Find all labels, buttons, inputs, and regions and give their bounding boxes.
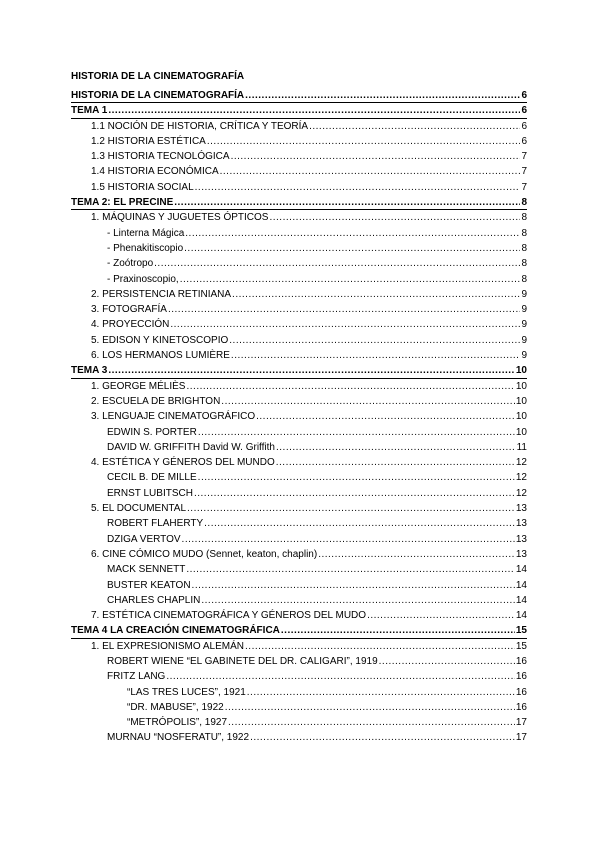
toc-entry[interactable]	[71, 134, 527, 149]
dot-leader	[231, 149, 521, 164]
toc-entry[interactable]	[71, 501, 527, 516]
toc-entry[interactable]	[71, 440, 527, 455]
toc-entry[interactable]	[71, 547, 527, 562]
toc-section-entry[interactable]	[71, 103, 527, 118]
toc-section-entry[interactable]	[71, 88, 527, 103]
dot-leader	[201, 593, 515, 608]
toc-entry-page-number: 14	[515, 564, 527, 576]
dot-leader	[221, 394, 515, 409]
dot-leader	[269, 210, 520, 225]
toc-entry-page-number: 16	[515, 701, 527, 713]
toc-entry-label: DZIGA VERTOV	[107, 533, 181, 545]
toc-entry[interactable]	[71, 180, 527, 195]
toc-entry-page-number: 14	[515, 594, 527, 606]
toc-entry-label: “LAS TRES LUCES”, 1921	[127, 686, 246, 698]
toc-entry-label: 1.2 HISTORIA ESTÉTICA	[91, 135, 206, 147]
toc-entry-label: 5. EL DOCUMENTAL	[91, 503, 187, 515]
toc-entry-label: BUSTER KEATON	[107, 579, 191, 591]
toc-entry-label: “DR. MABUSE”, 1922	[127, 701, 224, 713]
toc-entry[interactable]	[71, 379, 527, 394]
toc-entry[interactable]	[71, 700, 527, 715]
toc-entry-page-number: 8	[521, 197, 527, 209]
toc-entry-label: MACK SENNETT	[107, 564, 186, 576]
dot-leader	[198, 470, 515, 485]
toc-entry[interactable]	[71, 685, 527, 700]
dot-leader	[228, 715, 515, 730]
dot-leader	[194, 486, 515, 501]
toc-entry-page-number: 10	[515, 411, 527, 423]
toc-entry-page-number: 8	[521, 227, 527, 239]
toc-entry[interactable]	[71, 333, 527, 348]
dot-leader	[192, 578, 515, 593]
toc-entry[interactable]	[71, 226, 527, 241]
toc-entry-label: MURNAU “NOSFERATU”, 1922	[107, 732, 250, 744]
toc-entry-page-number: 6	[521, 135, 527, 147]
dot-leader	[186, 379, 514, 394]
dot-leader	[180, 272, 521, 287]
dot-leader	[379, 654, 515, 669]
toc-entry[interactable]	[71, 593, 527, 608]
toc-entry[interactable]	[71, 210, 527, 225]
toc-entry[interactable]	[71, 119, 527, 134]
toc-entry-label: TEMA 4 LA CREACIÓN CINEMATOGRÁFICA	[71, 625, 280, 637]
toc-entry-page-number: 10	[515, 380, 527, 392]
dot-leader	[247, 685, 515, 700]
toc-entry-page-number: 13	[515, 533, 527, 545]
toc-entry[interactable]	[71, 394, 527, 409]
dot-leader	[309, 119, 520, 134]
table-of-contents	[71, 88, 527, 746]
toc-entry[interactable]	[71, 516, 527, 531]
toc-entry-label: TEMA 1	[71, 105, 108, 117]
toc-entry[interactable]	[71, 562, 527, 577]
toc-entry-label: 5. EDISON Y KINETOSCOPIO	[91, 334, 229, 346]
toc-entry-label: CECIL B. DE MILLE	[107, 472, 197, 484]
toc-entry[interactable]	[71, 272, 527, 287]
toc-entry-label: 3. LENGUAJE CINEMATOGRÁFICO	[91, 411, 256, 423]
toc-entry[interactable]	[71, 317, 527, 332]
toc-entry-label: TEMA 2: EL PRECINE	[71, 197, 174, 209]
toc-entry-page-number: 10	[515, 395, 527, 407]
dot-leader	[186, 562, 515, 577]
toc-entry-page-number: 10	[515, 426, 527, 438]
toc-entry-label: 1. MÁQUINAS Y JUGUETES ÓPTICOS	[91, 212, 269, 224]
toc-entry-page-number: 7	[521, 166, 527, 178]
toc-entry-label: DAVID W. GRIFFITH David W. Griffith	[107, 441, 275, 453]
dot-leader	[276, 455, 515, 470]
toc-entry-page-number: 9	[521, 304, 527, 316]
toc-entry-label: TEMA 3	[71, 365, 108, 377]
toc-entry[interactable]	[71, 486, 527, 501]
dot-leader	[245, 88, 520, 103]
toc-entry-page-number: 17	[515, 717, 527, 729]
toc-entry[interactable]	[71, 470, 527, 485]
toc-entry-page-number: 8	[521, 273, 527, 285]
toc-entry-label: - Praxinoscopio,	[107, 273, 179, 285]
dot-leader	[170, 317, 520, 332]
toc-entry-label: - Zoótropo	[107, 258, 154, 270]
toc-entry-label: CHARLES CHAPLIN	[107, 594, 201, 606]
toc-entry-page-number: 16	[515, 655, 527, 667]
toc-entry-label: 2. PERSISTENCIA RETINIANA	[91, 288, 232, 300]
toc-entry[interactable]	[71, 164, 527, 179]
toc-entry[interactable]	[71, 669, 527, 684]
toc-entry-page-number: 10	[515, 365, 527, 377]
toc-entry-page-number: 15	[515, 625, 527, 637]
toc-entry[interactable]	[71, 578, 527, 593]
toc-entry-page-number: 16	[515, 671, 527, 683]
toc-entry-label: HISTORIA DE LA CINEMATOGRAFÍA	[71, 90, 245, 101]
toc-entry-page-number: 8	[521, 242, 527, 254]
toc-entry-label: 4. ESTÉTICA Y GÉNEROS DEL MUNDO	[91, 457, 275, 469]
toc-entry[interactable]	[71, 348, 527, 363]
toc-entry-page-number: 8	[521, 258, 527, 270]
toc-entry[interactable]	[71, 302, 527, 317]
toc-entry-page-number: 12	[515, 457, 527, 469]
toc-entry-label: ERNST LUBITSCH	[107, 487, 193, 499]
toc-entry-page-number: 16	[515, 686, 527, 698]
toc-entry[interactable]	[71, 455, 527, 470]
toc-entry-page-number: 6	[521, 120, 527, 132]
toc-entry[interactable]	[71, 608, 527, 623]
toc-entry-label: 1.4 HISTORIA ECONÓMICA	[91, 166, 219, 178]
toc-entry[interactable]	[71, 730, 527, 745]
toc-entry[interactable]	[71, 425, 527, 440]
toc-entry-page-number: 9	[521, 319, 527, 331]
toc-entry-page-number: 9	[521, 288, 527, 300]
toc-entry-label: 2. ESCUELA DE BRIGHTON	[91, 395, 221, 407]
toc-entry-page-number: 8	[521, 212, 527, 224]
toc-entry[interactable]	[71, 149, 527, 164]
dot-leader	[245, 639, 515, 654]
dot-leader	[174, 195, 520, 210]
dot-leader	[108, 103, 520, 118]
toc-entry[interactable]	[71, 654, 527, 669]
toc-entry-page-number: 14	[515, 579, 527, 591]
toc-entry-page-number: 17	[515, 732, 527, 744]
dot-leader	[281, 623, 515, 638]
dot-leader	[318, 547, 515, 562]
toc-entry[interactable]	[71, 241, 527, 256]
toc-entry-label: 4. PROYECCIÓN	[91, 319, 170, 331]
toc-entry-label: 6. LOS HERMANOS LUMIÈRE	[91, 350, 230, 362]
toc-entry-label: 7. ESTÉTICA CINEMATOGRÁFICA Y GÉNEROS DEL MUDO	[91, 610, 367, 622]
toc-entry-label: “METRÓPOLIS”, 1927	[127, 717, 228, 729]
toc-entry[interactable]	[71, 639, 527, 654]
toc-entry-label: ROBERT WIENE “EL GABINETE DEL DR. CALIGARI”, 1919	[107, 655, 378, 667]
toc-entry[interactable]	[71, 256, 527, 271]
toc-entry[interactable]	[71, 287, 527, 302]
dot-leader	[195, 180, 521, 195]
dot-leader	[168, 302, 521, 317]
toc-entry-label: 1. EL EXPRESIONISMO ALEMÁN	[91, 640, 245, 652]
toc-entry-page-number: 11	[516, 441, 527, 453]
toc-entry-page-number: 13	[515, 548, 527, 560]
toc-entry-page-number: 12	[515, 487, 527, 499]
toc-section-entry[interactable]	[71, 363, 527, 378]
toc-entry-label: 6. CINE CÓMICO MUDO (Sennet, keaton, chaplin)	[91, 548, 318, 560]
dot-leader	[225, 700, 515, 715]
toc-entry-page-number: 6	[521, 105, 527, 117]
dot-leader	[187, 501, 515, 516]
dot-leader	[367, 608, 515, 623]
toc-entry-page-number: 13	[515, 518, 527, 530]
toc-entry-page-number: 9	[521, 334, 527, 346]
toc-entry-label: - Linterna Mágica	[107, 227, 185, 239]
dot-leader	[108, 363, 515, 378]
toc-entry-label: 1.1 NOCIÓN DE HISTORIA, CRÍTICA Y TEORÍA	[91, 120, 309, 132]
dot-leader	[256, 409, 515, 424]
toc-entry-page-number: 14	[515, 610, 527, 622]
dot-leader	[184, 241, 520, 256]
toc-section-entry[interactable]	[71, 623, 527, 638]
dot-leader	[207, 134, 521, 149]
dot-leader	[182, 532, 515, 547]
dot-leader	[232, 287, 520, 302]
dot-leader	[185, 226, 520, 241]
dot-leader	[276, 440, 516, 455]
toc-entry-label: 1.5 HISTORIA SOCIAL	[91, 181, 194, 193]
toc-entry[interactable]	[71, 409, 527, 424]
dot-leader	[231, 348, 521, 363]
toc-entry-page-number: 15	[515, 640, 527, 652]
toc-entry-label: 3. FOTOGRAFÍA	[91, 304, 167, 316]
toc-entry-label: ROBERT FLAHERTY	[107, 518, 204, 530]
toc-entry-label: 1.3 HISTORIA TECNOLÓGICA	[91, 151, 230, 163]
dot-leader	[154, 256, 520, 271]
toc-entry-label: - Phenakitiscopio	[107, 242, 184, 254]
dot-leader	[229, 333, 520, 348]
toc-entry[interactable]	[71, 532, 527, 547]
toc-entry-page-number: 7	[521, 151, 527, 163]
dot-leader	[166, 669, 515, 684]
dot-leader	[250, 730, 515, 745]
dot-leader	[204, 516, 515, 531]
toc-entry-label: FRITZ LANG	[107, 671, 166, 683]
toc-entry-page-number: 9	[521, 350, 527, 362]
toc-entry-label: 1. GEORGE MÉLIÈS	[91, 380, 186, 392]
dot-leader	[220, 164, 521, 179]
toc-entry-page-number: 13	[515, 503, 527, 515]
toc-section-entry[interactable]	[71, 195, 527, 210]
toc-entry-label: EDWIN S. PORTER	[107, 426, 197, 438]
toc-entry-page-number: 7	[521, 181, 527, 193]
toc-entry-page-number: 6	[521, 90, 527, 101]
dot-leader	[198, 425, 515, 440]
toc-entry-page-number: 12	[515, 472, 527, 484]
toc-entry[interactable]	[71, 715, 527, 730]
document-title: HISTORIA DE LA CINEMATOGRAFÍA	[71, 71, 245, 82]
